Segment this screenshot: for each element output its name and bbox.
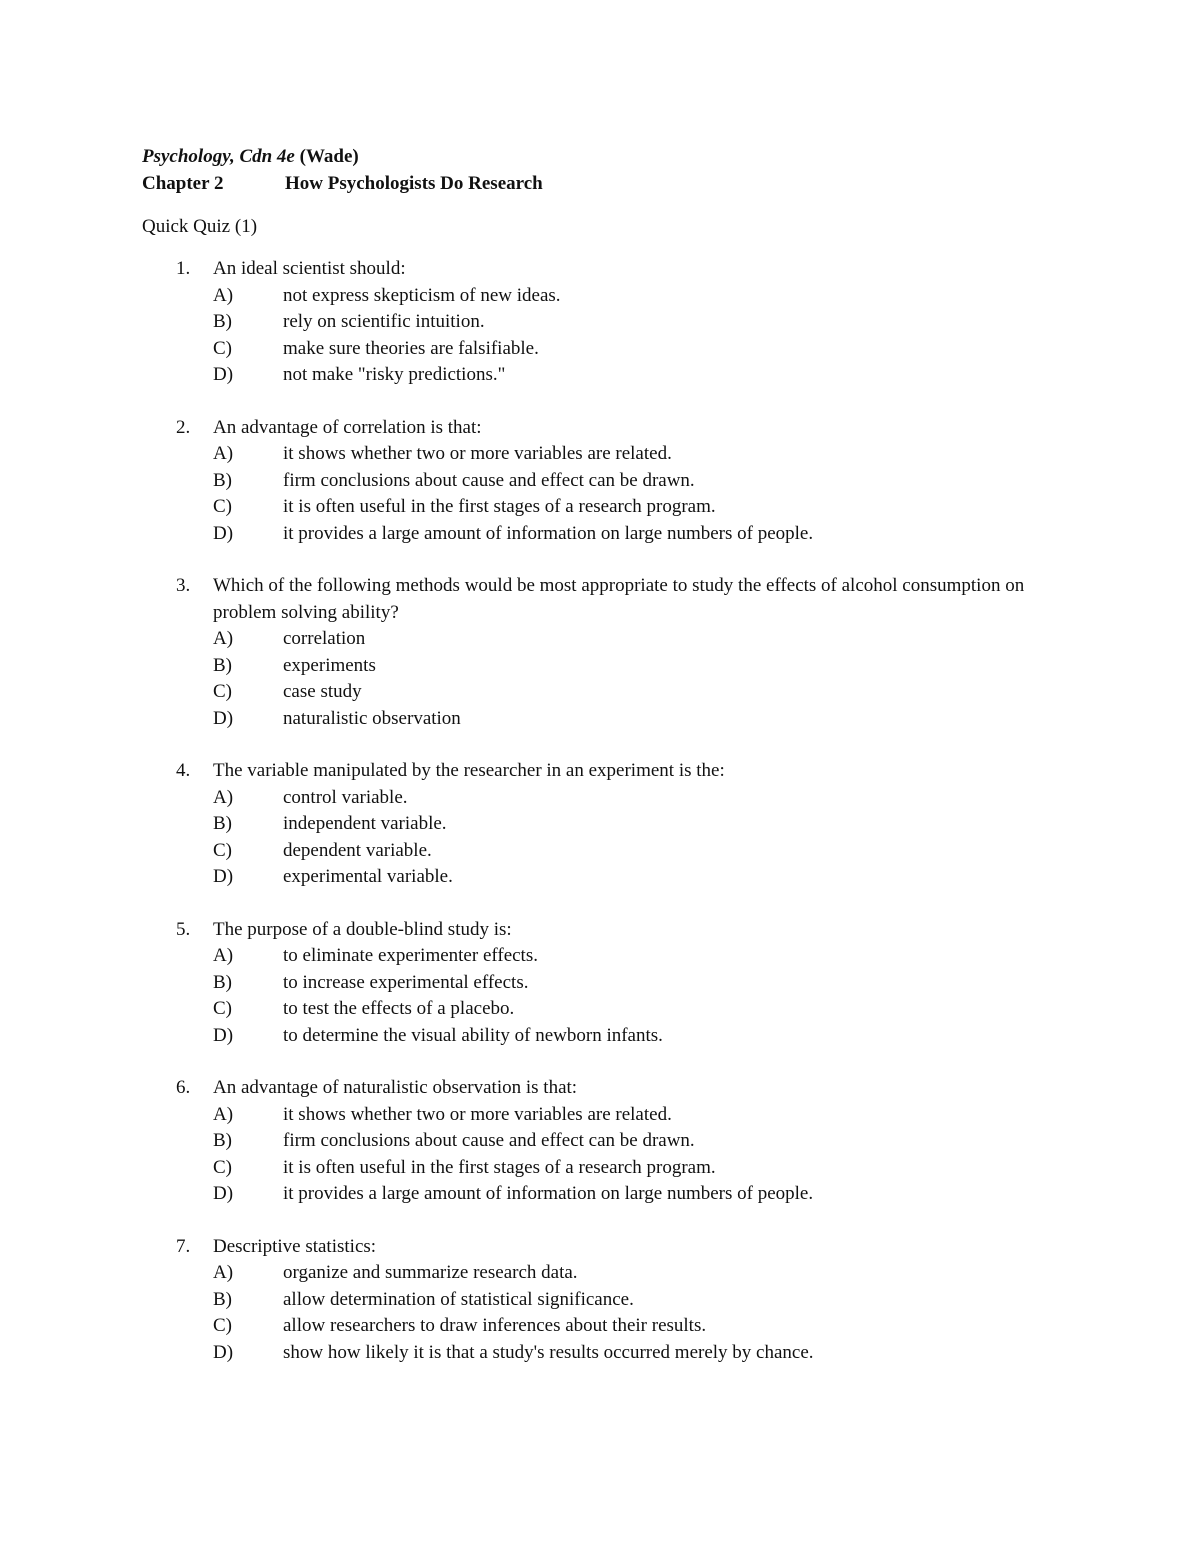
option-letter: C): [213, 839, 232, 861]
answer-option: [142, 679, 1082, 706]
book-author: (Wade): [299, 146, 359, 167]
option-text: naturalistic observation: [283, 707, 461, 729]
question-stem: [142, 758, 1082, 785]
option-text: control variable.: [283, 786, 408, 808]
question-list: [142, 256, 1082, 1366]
answer-option: [142, 970, 1082, 997]
option-letter: B): [213, 1288, 232, 1310]
question-number: 1.: [176, 258, 191, 279]
option-text: it is often useful in the first stages of a research program.: [283, 1156, 716, 1178]
option-text: to test the effects of a placebo.: [283, 998, 515, 1019]
option-letter: C): [213, 496, 232, 517]
answer-option: [142, 468, 1082, 495]
option-letter: D): [213, 1183, 234, 1204]
question-text: The purpose of a double-blind study is:: [213, 918, 512, 940]
question-item: [142, 758, 1082, 891]
question-item: [142, 1234, 1082, 1367]
option-text: show how likely it is that a study's results occurred merely by chance.: [283, 1341, 814, 1363]
answer-option: [142, 1340, 1082, 1367]
answer-option: [142, 1313, 1082, 1340]
question-text: The variable manipulated by the researcher in an experiment is the:: [213, 760, 725, 781]
option-text: it shows whether two or more variables are related.: [283, 1103, 672, 1125]
question-text: Descriptive statistics:: [213, 1235, 377, 1257]
option-text: independent variable.: [283, 813, 447, 834]
question-stem: [142, 573, 1082, 626]
option-text: not make "risky predictions.": [283, 364, 506, 385]
question-item: [142, 415, 1082, 548]
option-text: organize and summarize research data.: [283, 1262, 578, 1283]
question-item: [142, 917, 1082, 1050]
option-text: it provides a large amount of information on large numbers of people.: [283, 522, 814, 544]
option-letter: C): [213, 1156, 232, 1178]
question-number: 5.: [176, 918, 191, 940]
option-letter: A): [213, 628, 234, 649]
answer-option: [142, 441, 1082, 468]
answer-option: [142, 283, 1082, 310]
question-text: An ideal scientist should:: [213, 258, 406, 279]
option-letter: B): [213, 311, 232, 332]
answer-option: [142, 1128, 1082, 1155]
option-letter: D): [213, 866, 234, 887]
option-letter: C): [213, 337, 232, 359]
option-letter: A): [213, 284, 234, 306]
question-text: An advantage of naturalistic observation is that:: [213, 1077, 578, 1098]
option-letter: B): [213, 1130, 232, 1151]
option-letter: A): [213, 1262, 234, 1283]
answer-option: [142, 521, 1082, 548]
answer-option: [142, 838, 1082, 865]
option-text: to increase experimental effects.: [283, 971, 529, 993]
option-text: not express skepticism of new ideas.: [283, 284, 561, 306]
answer-option: [142, 494, 1082, 521]
option-letter: A): [213, 1103, 234, 1125]
answer-option: [142, 706, 1082, 733]
answer-option: [142, 811, 1082, 838]
answer-option: [142, 653, 1082, 680]
option-text: it shows whether two or more variables are related.: [283, 443, 672, 464]
answer-option: [142, 1287, 1082, 1314]
answer-option: [142, 943, 1082, 970]
option-letter: B): [213, 654, 232, 676]
question-number: 7.: [176, 1235, 191, 1257]
question-stem: [142, 256, 1082, 283]
option-text: case study: [283, 681, 362, 702]
option-text: rely on scientific intuition.: [283, 311, 485, 332]
chapter-title: How Psychologists Do Research: [285, 173, 543, 194]
answer-option: [142, 336, 1082, 363]
option-letter: A): [213, 945, 234, 966]
option-text: dependent variable.: [283, 839, 432, 861]
option-text: firm conclusions about cause and effect can be drawn.: [283, 1130, 695, 1151]
option-letter: D): [213, 364, 234, 385]
option-text: allow researchers to draw inferences about their results.: [283, 1315, 707, 1336]
option-text: it provides a large amount of information on large numbers of people.: [283, 1183, 814, 1204]
quiz-title: Quick Quiz (1): [142, 216, 258, 237]
answer-option: [142, 996, 1082, 1023]
question-item: [142, 256, 1082, 389]
answer-option: [142, 362, 1082, 389]
option-letter: B): [213, 971, 232, 993]
question-number: 4.: [176, 760, 191, 781]
option-letter: D): [213, 1341, 234, 1363]
question-stem: [142, 1075, 1082, 1102]
option-letter: C): [213, 1315, 232, 1336]
answer-option: [142, 1181, 1082, 1208]
option-letter: C): [213, 998, 232, 1019]
option-letter: D): [213, 1024, 234, 1046]
option-letter: B): [213, 813, 232, 834]
chapter-label: Chapter 2: [142, 173, 224, 194]
answer-option: [142, 1023, 1082, 1050]
answer-option: [142, 626, 1082, 653]
answer-option: [142, 864, 1082, 891]
answer-option: [142, 1260, 1082, 1287]
option-letter: D): [213, 707, 234, 729]
question-item: [142, 1075, 1082, 1208]
question-stem: [142, 415, 1082, 442]
book-name: Psychology, Cdn 4e: [142, 146, 295, 167]
answer-option: [142, 785, 1082, 812]
option-letter: C): [213, 681, 232, 702]
question-item: [142, 573, 1082, 732]
option-text: correlation: [283, 628, 366, 649]
question-text: An advantage of correlation is that:: [213, 416, 482, 438]
option-letter: D): [213, 522, 234, 544]
option-text: firm conclusions about cause and effect can be drawn.: [283, 469, 695, 491]
chapter-heading: [142, 170, 1082, 198]
document-page: [142, 144, 1082, 1392]
book-title: [142, 144, 1082, 170]
option-text: to determine the visual ability of newborn infants.: [283, 1024, 663, 1046]
question-text: Which of the following methods would be most appropriate to study the effects of alcohol consumption on problem solving ability?: [213, 575, 1025, 623]
option-text: allow determination of statistical significance.: [283, 1288, 634, 1310]
answer-option: [142, 1102, 1082, 1129]
option-letter: B): [213, 469, 232, 491]
option-text: experiments: [283, 654, 376, 676]
option-text: it is often useful in the first stages of a research program.: [283, 496, 716, 517]
option-text: experimental variable.: [283, 866, 453, 887]
option-letter: A): [213, 443, 234, 464]
answer-option: [142, 1155, 1082, 1182]
answer-option: [142, 309, 1082, 336]
question-stem: [142, 1234, 1082, 1261]
option-text: make sure theories are falsifiable.: [283, 337, 539, 359]
question-number: 6.: [176, 1077, 191, 1098]
option-text: to eliminate experimenter effects.: [283, 945, 538, 966]
question-number: 2.: [176, 416, 191, 438]
option-letter: A): [213, 786, 234, 808]
question-number: 3.: [176, 575, 191, 596]
question-stem: [142, 917, 1082, 944]
